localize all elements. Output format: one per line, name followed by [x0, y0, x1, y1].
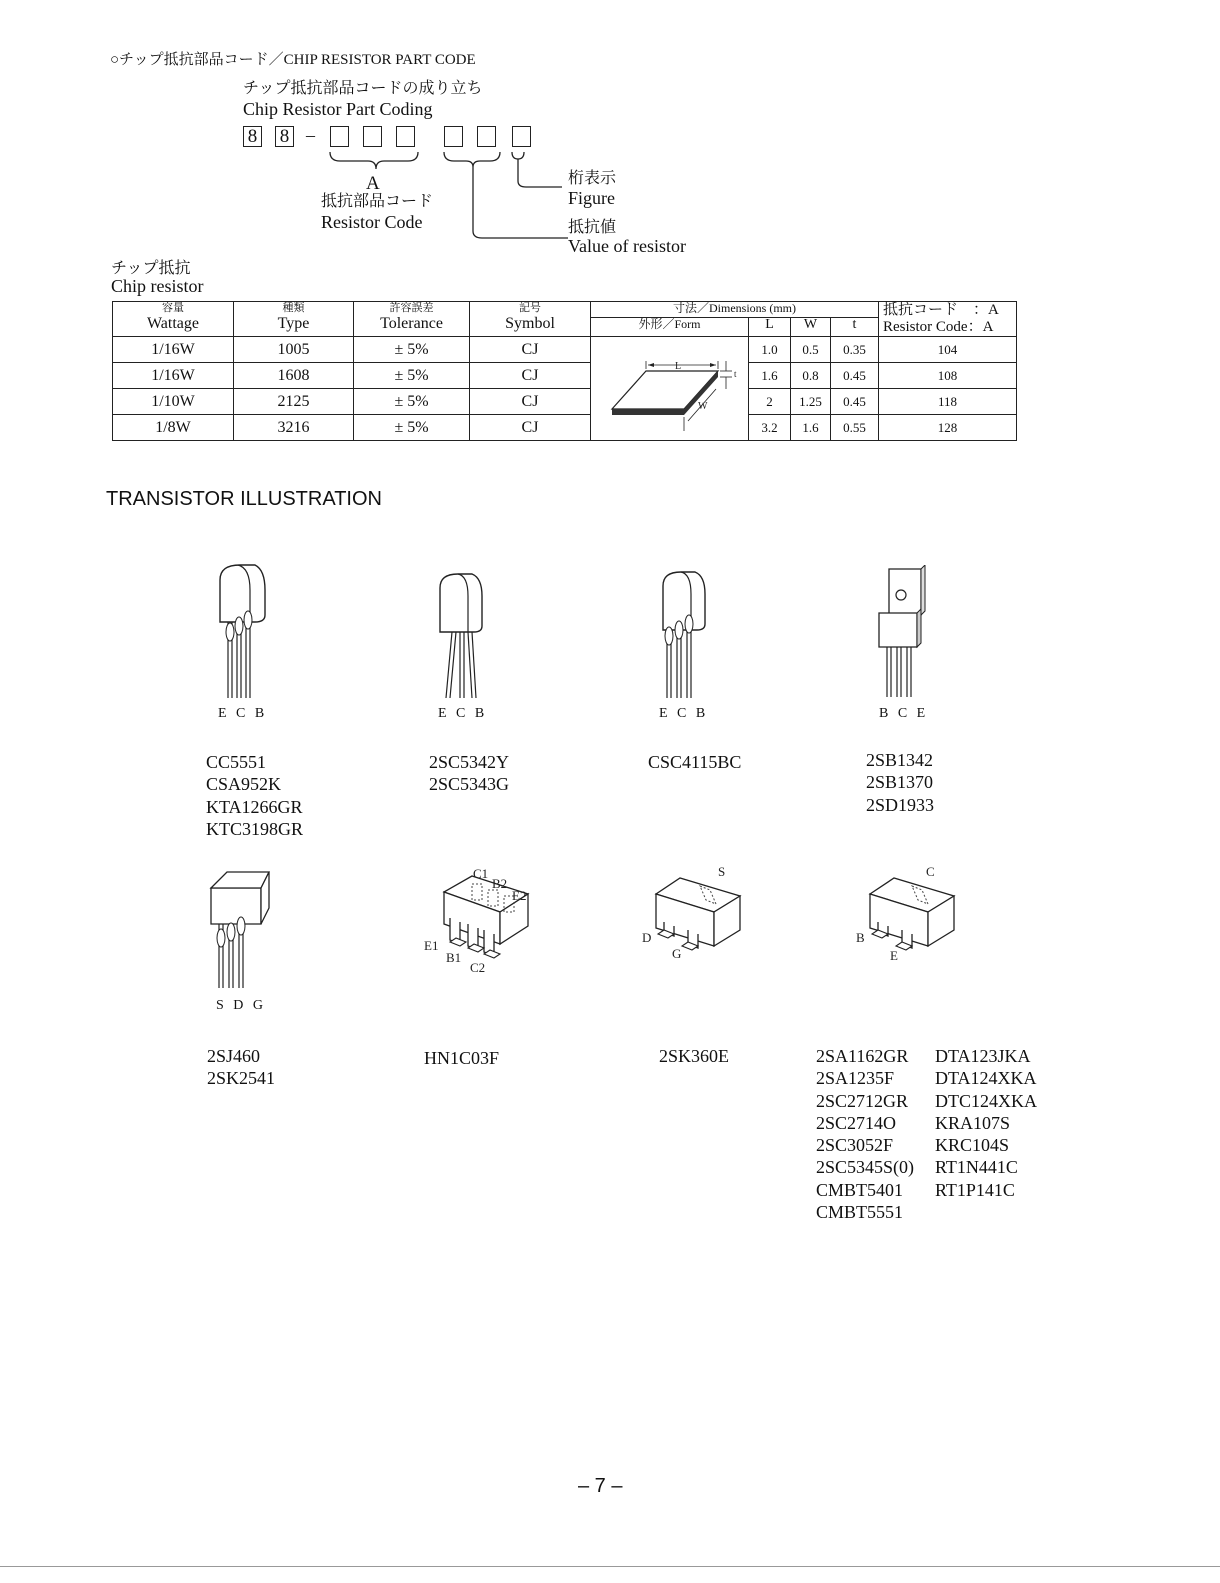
header-w: W — [791, 318, 831, 337]
pin-labels: E C B — [218, 706, 268, 721]
pin-labels: E C B — [659, 706, 709, 721]
svg-text:S: S — [718, 864, 726, 879]
parts-list: DTA123JKA DTA124XKA DTC124XKA KRA107S KRC104S RT1N441C RT1P141C — [935, 1046, 1037, 1200]
to92-package-icon — [655, 564, 715, 702]
chip-caption-en: Chip resistor — [111, 276, 204, 296]
parts-list: 2SC5342Y 2SC5343G — [429, 752, 510, 795]
svg-text:B2: B2 — [492, 876, 508, 891]
figure-jp: 桁表示 — [568, 170, 617, 187]
header-tolerance: 許容誤差 Tolerance — [354, 302, 470, 337]
table-row: 1/16W 1005 ± 5% CJ L t W 1.0 0.5 0.35 104 — [113, 337, 1017, 363]
svg-text:E1: E1 — [424, 938, 439, 953]
parts-list: 2SK360E — [659, 1046, 730, 1066]
svg-text:G: G — [672, 946, 682, 961]
to92-straight-package-icon — [432, 566, 492, 702]
page-number: – 7 – — [578, 1475, 623, 1497]
svg-text:B1: B1 — [446, 950, 462, 965]
smd6-package-icon — [420, 862, 540, 977]
value-jp: 抵抗値 — [568, 219, 617, 236]
header-resistor-code: 抵抗コード ：A Resistor Code：A — [879, 302, 1017, 337]
parts-list: 2SB1342 2SB1370 2SD1933 — [866, 750, 935, 815]
svg-text:E2: E2 — [512, 888, 527, 903]
smd3-package-icon — [850, 860, 970, 966]
parts-list: HN1C03F — [424, 1048, 500, 1068]
code-digit-box: 8 — [275, 126, 294, 147]
to220-package-icon — [875, 565, 935, 702]
code-digit-box: 8 — [243, 126, 262, 147]
parts-list: CC5551 CSA952K KTA1266GR KTC3198GR — [206, 752, 304, 839]
resistor-code-jp: 抵抗部品コード — [321, 193, 434, 210]
to92-package-icon — [210, 560, 280, 702]
svg-text:t: t — [733, 368, 737, 379]
svg-text:W: W — [697, 400, 707, 412]
table-row: 1/16W 1608 ± 5% CJ 1.6 0.8 0.45 108 — [113, 363, 1017, 389]
section-title: ○チップ抵抗部品コード／CHIP RESISTOR PART CODE — [110, 52, 476, 68]
figure-en: Figure — [568, 188, 615, 208]
brace-letter: A — [366, 173, 380, 194]
code-empty-box — [396, 126, 415, 147]
svg-text:E: E — [890, 948, 898, 963]
svg-text:C: C — [926, 864, 935, 879]
header-form: 外形／Form — [591, 318, 749, 337]
code-empty-box — [512, 126, 531, 147]
svg-text:C1: C1 — [473, 866, 489, 881]
header-symbol: 記号 Symbol — [470, 302, 591, 337]
svg-text:B: B — [856, 930, 865, 945]
chip-resistor-table — [112, 301, 1017, 441]
resistor-code-en: Resistor Code — [321, 212, 423, 232]
code-empty-box — [363, 126, 382, 147]
code-empty-box — [477, 126, 496, 147]
parts-list: CSC4115BC — [648, 752, 742, 772]
header-t: t — [831, 318, 879, 337]
bottom-divider — [0, 1566, 1220, 1567]
header-wattage: 容量 Wattage — [113, 302, 234, 337]
svg-text:D: D — [642, 930, 652, 945]
coding-title-en: Chip Resistor Part Coding — [243, 99, 433, 119]
table-row: 1/10W 2125 ± 5% CJ 2 1.25 0.45 118 — [113, 389, 1017, 415]
parts-list: 2SJ460 2SK2541 — [207, 1046, 276, 1089]
code-dash: – — [306, 125, 315, 145]
parts-list: 2SA1162GR 2SA1235F 2SC2712GR 2SC2714O 2SC3052F 2SC5345S(0) CMBT5401 CMBT5551 — [816, 1046, 915, 1223]
coding-title-jp: チップ抵抗部品コードの成り立ち — [243, 80, 483, 97]
pin-labels: B C E — [879, 706, 929, 721]
table-row: 1/8W 3216 ± 5% CJ 3.2 1.6 0.55 128 — [113, 415, 1017, 441]
svg-text:L: L — [674, 360, 681, 372]
pin-labels: S D G — [216, 998, 267, 1013]
svg-text:C2: C2 — [470, 960, 486, 975]
flat-package-icon — [205, 866, 275, 994]
pin-labels: E C B — [438, 706, 488, 721]
code-empty-box — [330, 126, 349, 147]
smd3-package-icon — [636, 860, 756, 966]
header-dimensions: 寸法／Dimensions (mm) — [591, 302, 879, 318]
header-l: L — [749, 318, 791, 337]
header-type: 種類 Type — [234, 302, 354, 337]
chip-caption-jp: チップ抵抗 — [111, 260, 191, 277]
transistor-heading: TRANSISTOR ILLUSTRATION — [106, 488, 382, 510]
value-en: Value of resistor — [568, 236, 686, 256]
chip-form-figure — [591, 337, 749, 441]
code-empty-box — [444, 126, 463, 147]
